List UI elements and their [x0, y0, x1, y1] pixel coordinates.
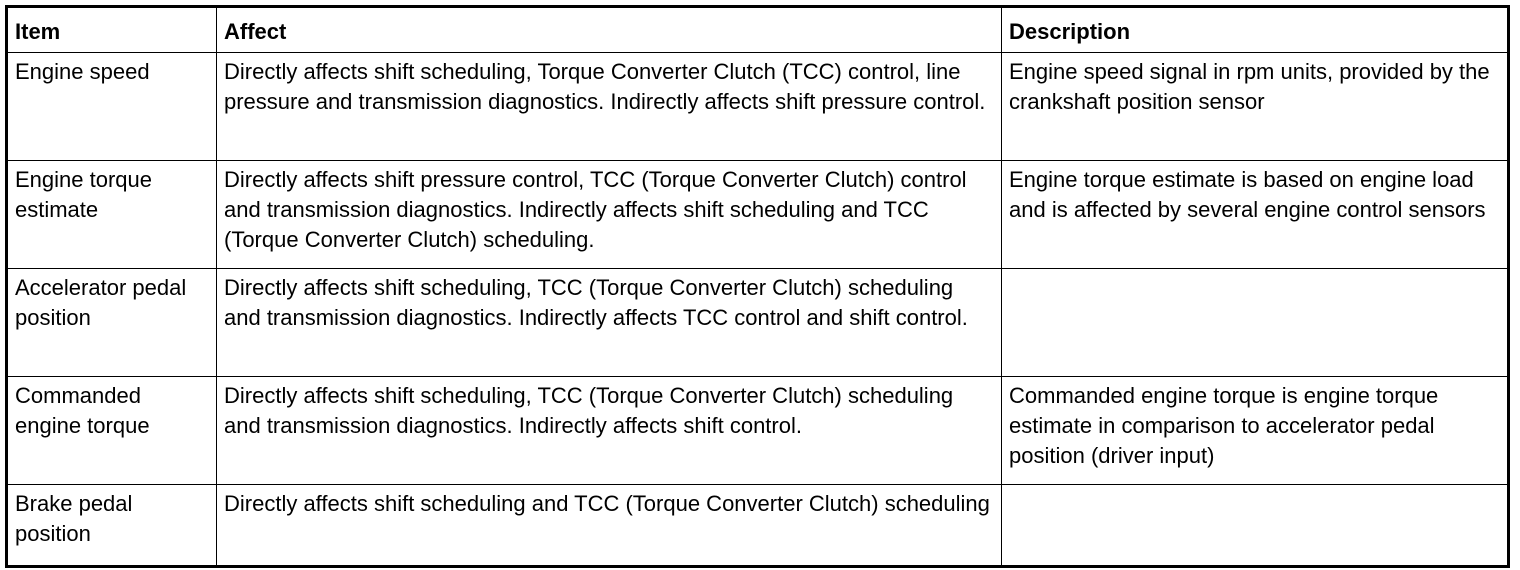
cell-item: Accelerator pedal position: [7, 269, 217, 377]
cell-affect: Directly affects shift scheduling, TCC (Torque Converter Clutch) scheduling and transmission diagnostics. Indirectly affects TCC control and shift control.: [217, 269, 1002, 377]
table-row: [7, 377, 1509, 485]
header-item: Item: [7, 7, 217, 53]
cell-affect: Directly affects shift pressure control, TCC (Torque Converter Clutch) control and transmission diagnostics. Indirectly affects shift scheduling and TCC (Torque Converter Clutch) scheduling.: [217, 161, 1002, 269]
cell-affect: Directly affects shift scheduling, TCC (Torque Converter Clutch) scheduling and transmission diagnostics. Indirectly affects shift control.: [217, 377, 1002, 485]
table-row: [7, 53, 1509, 161]
cell-item: Engine torque estimate: [7, 161, 217, 269]
cell-description: [1002, 485, 1509, 567]
input-signals-table: [5, 5, 1510, 568]
header-description: Description: [1002, 7, 1509, 53]
header-affect: Affect: [217, 7, 1002, 53]
table-row: [7, 269, 1509, 377]
cell-affect: Directly affects shift scheduling, Torque Converter Clutch (TCC) control, line pressure and transmission diagnostics. Indirectly affects shift pressure control.: [217, 53, 1002, 161]
table-header-row: [7, 7, 1509, 53]
cell-item: Engine speed: [7, 53, 217, 161]
cell-description: Engine speed signal in rpm units, provided by the crankshaft position sensor: [1002, 53, 1509, 161]
cell-description: Commanded engine torque is engine torque estimate in comparison to accelerator pedal position (driver input): [1002, 377, 1509, 485]
table-row: [7, 161, 1509, 269]
cell-affect: Directly affects shift scheduling and TCC (Torque Converter Clutch) scheduling: [217, 485, 1002, 567]
cell-item: Brake pedal position: [7, 485, 217, 567]
table-row: [7, 485, 1509, 567]
cell-description: [1002, 269, 1509, 377]
cell-item: Commanded engine torque: [7, 377, 217, 485]
cell-description: Engine torque estimate is based on engine load and is affected by several engine control sensors: [1002, 161, 1509, 269]
